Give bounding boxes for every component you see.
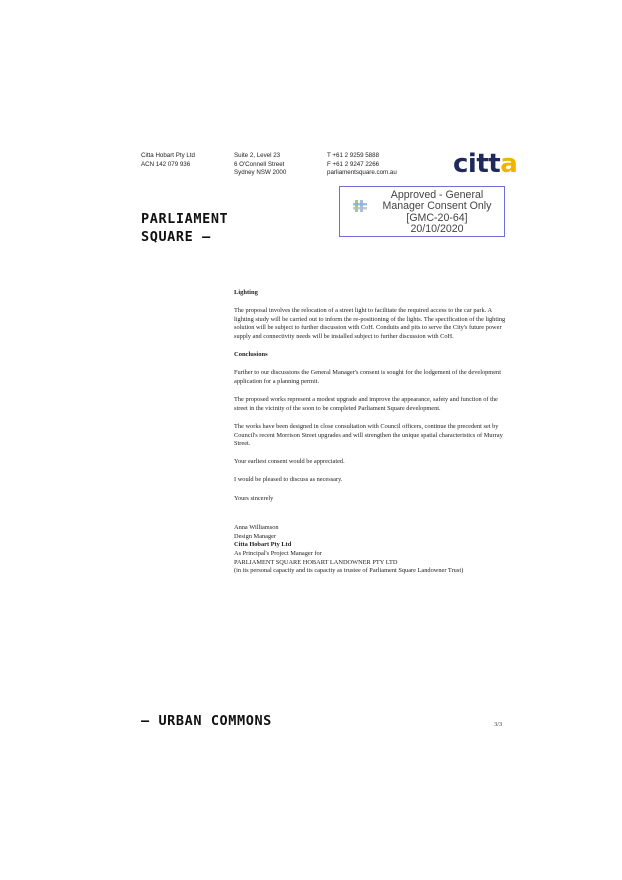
fax-number: F +61 2 9247 2266 xyxy=(327,160,380,168)
address-line: 6 O'Connell Street xyxy=(234,160,285,168)
signatory-company: Citta Hobart Pty Ltd xyxy=(234,541,292,549)
footer-brand: — URBAN COMMONS xyxy=(141,713,272,729)
company-address xyxy=(234,152,286,178)
stamp-line: Approved - General xyxy=(390,189,484,201)
paragraph: The proposed works represent a modest upgrade and improve the appearance, safety and function of the street in the vicinity of the soon to be completed Parliament Square development. xyxy=(234,396,498,412)
signatory-title: Design Manager xyxy=(234,532,277,540)
signatory-entity: PARLIAMENT SQUARE HOBART LANDOWNER PTY LTD xyxy=(234,558,398,566)
website: parliamentsquare.com.au xyxy=(327,169,397,177)
paragraph: I would be pleased to discuss as necessary. xyxy=(234,476,343,484)
stamp-date: 20/10/2020 xyxy=(410,222,464,235)
approval-stamp xyxy=(339,186,505,237)
page-number: 3/3 xyxy=(494,721,503,728)
paragraph: Your earliest consent would be appreciated. xyxy=(234,458,345,466)
signature-block xyxy=(234,524,506,576)
sign-off: Yours sincerely xyxy=(234,494,274,502)
address-line: Suite 2, Level 23 xyxy=(234,152,281,159)
hobart-crest-icon xyxy=(353,199,369,213)
brand-title-line2: SQUARE — xyxy=(141,229,211,245)
paragraph: Further to our discussions the General Manager's consent is sought for the lodgement of the development application for a planning permit. xyxy=(234,369,501,385)
signatory-role: As Principal's Project Manager for xyxy=(234,550,322,558)
signatory-capacity: (in its personal capacity and its capacity as trustee of Parliament Square Landowner Trust) xyxy=(234,567,464,575)
paragraph: The works have been designed in close consultation with Council officers, continue the precedent set by Council's recent Morrison Street upgrades and will strengthen the unique spatial characteristics of Murray Street. xyxy=(234,422,503,448)
paragraph-lighting: The proposal involves the relocation of a street light to facilitate the required access to the car park. A lighting study will be carried out to inform the re-positioning of the lights. The specification of the lighting solution will be subject to further discussion with CoH. Conduits and pits to serve the City's future power supply and connectivity needs will be installed subject to further discussion with CoH. xyxy=(234,307,506,340)
stamp-text xyxy=(372,190,502,235)
letter-body xyxy=(234,289,506,576)
company-contact xyxy=(327,152,397,178)
company-details xyxy=(141,152,195,169)
brand-title-line1: PARLIAMENT xyxy=(141,211,229,227)
section-heading-conclusions: Conclusions xyxy=(234,351,268,359)
citta-logo: citta xyxy=(453,149,518,179)
company-acn: ACN 142 079 936 xyxy=(141,160,191,168)
signatory-name: Anna Williamson xyxy=(234,524,279,532)
company-name: Citta Hobart Pty Ltd xyxy=(141,152,195,159)
stamp-line: Manager Consent Only xyxy=(382,200,492,213)
section-heading-lighting: Lighting xyxy=(234,289,258,296)
address-line: Sydney NSW 2000 xyxy=(234,169,287,177)
phone-number: T +61 2 9259 5888 xyxy=(327,152,380,159)
stamp-reference: [GMC-20-64] xyxy=(406,211,468,224)
